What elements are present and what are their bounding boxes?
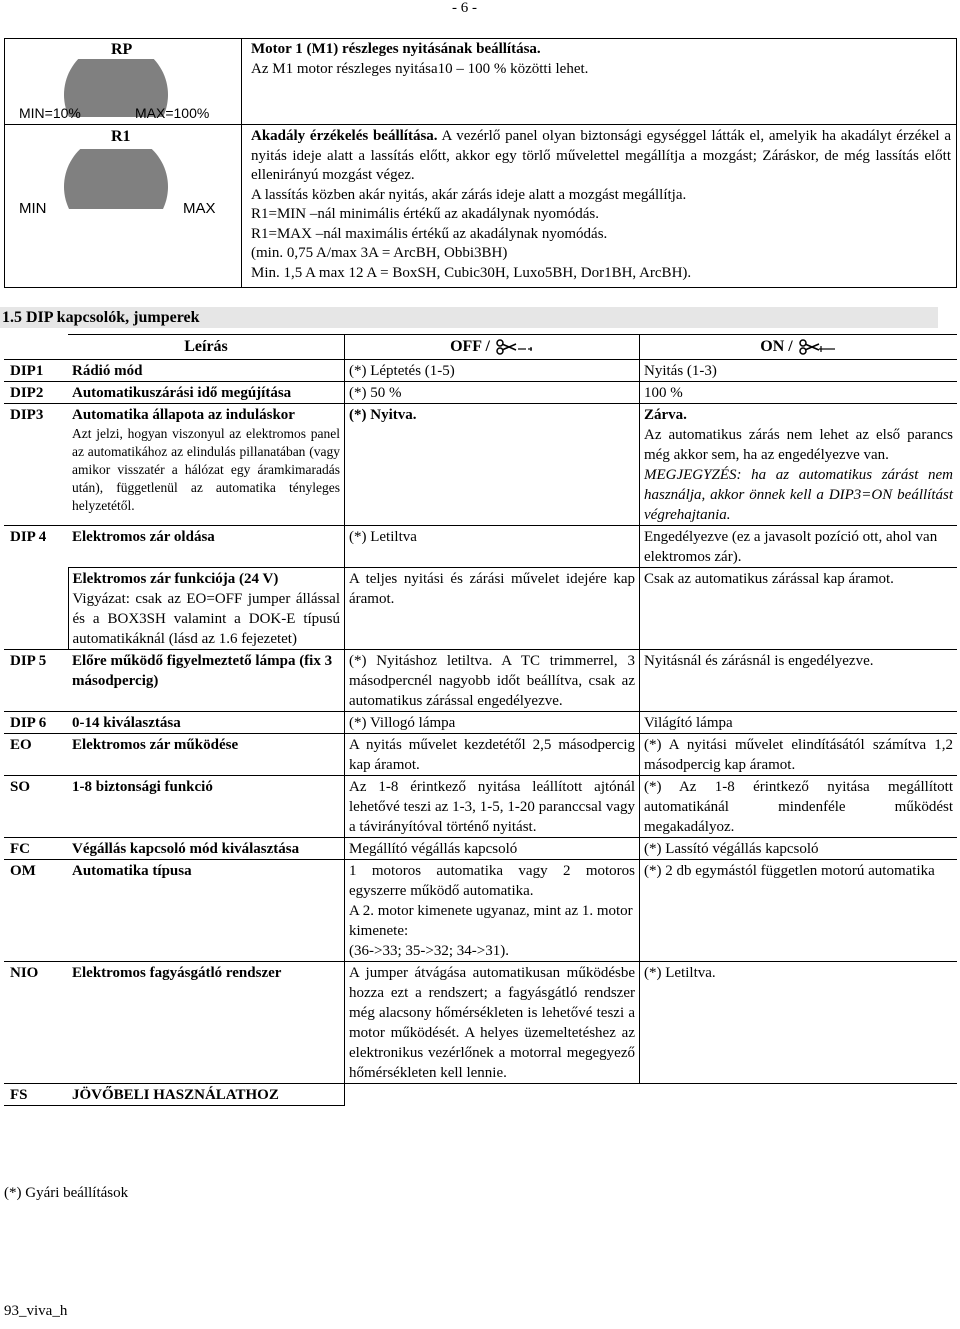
jumper-closed-icon [797,339,837,355]
header-off: OFF / [345,335,640,360]
header-description: Leírás [68,335,345,360]
r1-dial-min: MIN [19,200,47,217]
table-row: DIP1 Rádió mód (*) Léptetés (1-5) Nyitás (1-3) [4,360,957,382]
r1-line-d: (min. 0,75 A/max 3A = ArcBH, Obbi3BH) [251,245,508,261]
table-row: DIP 5 Előre működő figyelmeztető lámpa (fix 3 másodpercig) (*) Nyitáshoz letiltva. A TC trimmerrel, 3 másodpercnél nagyobb időt beállítva, csak az automatikus zárással engedélyezve. Nyitásnál és zárásnál is engedélyezve. [4,650,957,712]
r1-line-a: A lassítás közben akár nyitás, akár zárás ideje alatt a mozgást megállítja. [251,186,687,203]
jumper-cut-icon [494,339,534,355]
table-row: DIP3 Automatika állapota az induláskor Azt jelzi, hogyan viszonyul az elektromos panel az automatikához az elindulás pillanatában (vagy amikor visszatér a hálózat egy áramkimaradás után), függetlenül az automatika tényleges helyzetétől. (*) Nyitva. Zárva. Az automatikus zárás nem lehet az első parancs még akkor sem, ha az engedélyezve van. MEGJEGYZÉS: ha az automatikus zárást nem használja, akkor önnek kell a DIP3=ON beállítást végrehajtania. [4,404,957,526]
r1-code: R1 [111,128,131,145]
table-row: NIO Elektromos fagyásgátló rendszer A jumper átvágása automatikusan működésbe hozza ezt a rendszert; a fagyásgátló rendszer még alacsony hőmérsékleten is lehetővé teszi a motor működését. A helyes üzemeltetéshez az elektronikus vezérlőnek a motorral megegyező hőmérsékleten kell lennie. (*) Letiltva. [4,962,957,1084]
table-row: DIP 4 Elektromos zár oldása (*) Letiltva Engedélyezve (ez a javasolt pozíció ott, ahol van elektromos zár). [4,526,957,568]
rp-title: Motor 1 (M1) részleges nyitásának beállítása. [251,41,541,57]
footnote: (*) Gyári beállítások [4,1185,129,1201]
dip-switch-table [4,334,957,1106]
rp-dial-max: MAX=100% [135,105,210,121]
rp-dial-icon [17,59,227,124]
table-row: DIP 6 0-14 kiválasztása (*) Villogó lámpa Világító lámpa [4,712,957,734]
table-row: Elektromos zár funkciója (24 V) Vigyázat: csak az EO=OFF jumper állással és a BOX3SH valamint a DOK-E típusú automatikáknál (lásd az 1.6 fejezetet) A teljes nyitási és zárási művelet idejére kap áramot. Csak az automatikus zárással kap áramot. [4,568,957,650]
header-on: ON / [640,335,958,360]
r1-line-e: Min. 1,5 A max 12 A = BoxSH, Cubic30H, Luxo5BH, Dor1BH, ArcBH). [251,264,692,281]
document-code: 93_viva_h [4,1303,68,1319]
rp-dial-min: MIN=10% [19,105,81,121]
r1-line-b: R1=MIN –nál minimális értékű az akadálynak nyomódás. [251,206,599,222]
table-row: FC Végállás kapcsoló mód kiválasztása Megállító végállás kapcsoló (*) Lassító végállás kapcsoló [4,838,957,860]
section-heading: 1.5 DIP kapcsolók, jumperek [0,307,938,328]
table-row: FS JÖVŐBELI HASZNÁLATHOZ [4,1084,957,1106]
table-row: EO Elektromos zár működése A nyitás művelet kezdetétől 2,5 másodpercig kap áramot. (*) A nyitási művelet elindításától számítva 1,2 másodpercig kap áramot. [4,734,957,776]
rp-text: Az M1 motor részleges nyitása10 – 100 % közötti lehet. [251,60,589,77]
rp-code: RP [111,41,133,58]
table-row: SO 1-8 biztonsági funkció Az 1-8 érintkező nyitása leállított ajtónál lehetővé teszi az 1-3, 1-5, 1-20 paranccsal vagy a távirányítóval történő nyitást. (*) Az 1-8 érintkező nyitása megállított automatikánál mindenféle működést megakadályoz. [4,776,957,838]
r1-dial-max: MAX [183,200,216,217]
r1-line-c: R1=MAX –nál maximális értékű az akadálynak nyomódás. [251,225,608,242]
r1-description: Akadály érzékelés beállítása. A vezérlő panel olyan biztonsági egységgel látták el, amelyik ha akadályt érzékel a nyitás ideje alatt a lassítás előtt, akkor egy törlő művelettel megállítja a mozgást; Záráskor, de még lassítás előtt ellenirányú mozgást végez. [251,128,951,183]
parameter-table [4,38,957,288]
r1-dial-icon [17,149,227,219]
page-number: - 6 - [452,0,477,16]
table-row: DIP2 Automatikuszárási idő megújítása (*) 50 % 100 % [4,382,957,404]
table-row: OM Automatika típusa 1 motoros automatika vagy 2 motoros egyszerre működő automatika. A 2. motor kimenete ugyanaz, mint az 1. motor kimenete: (36->33; 35->32; 34->31). (*) 2 db egymástól független motorú automatika [4,860,957,962]
